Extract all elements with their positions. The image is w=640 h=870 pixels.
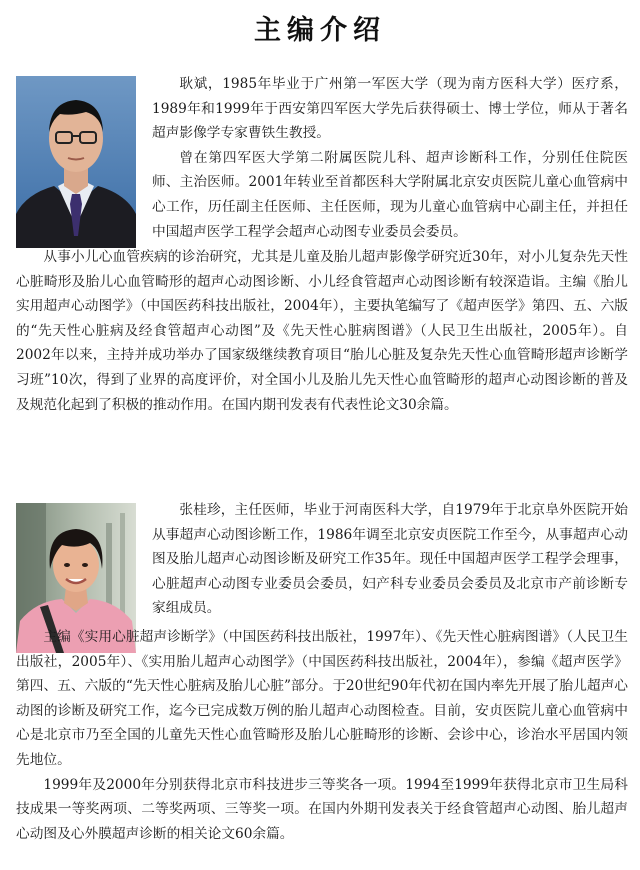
editor-2-bio-side bbox=[152, 498, 628, 621]
editor-1-bio-full bbox=[16, 245, 628, 417]
editor-2-bio-full bbox=[16, 625, 628, 846]
editor-2-paragraph-2: 主编《实用心脏超声诊断学》（中国医药科技出版社，1997年）、《先天性心脏病图谱》（人民卫生出版社，2005年）、《实用胎儿超声心动图学》（中国医药科技出版社，2004年），参编《超声医学》第四、五、六版的“先天性心脏病及胎儿心脏”部分。于20世纪90年代初在国内率先开展了胎儿超声心动图的诊断及研究工作，迄今已完成数万例的胎儿超声心动图检查。目前，安贞医院儿童心血管病中心是北京市乃至全国的儿童先天性心血管畸形及胎儿心脏畸形的诊断、会诊中心，诊治水平居国内领先地位。 bbox=[16, 629, 628, 768]
editor-1-bio-side bbox=[152, 72, 628, 244]
page-title: 主编介绍 bbox=[254, 15, 386, 46]
editor-1-paragraph-3: 从事小儿心血管疾病的诊治研究，尤其是儿童及胎儿超声影像学研究近30年，对小儿复杂先天性心脏畸形及胎儿心血管畸形的超声心动图诊断、小儿经食管超声心动图诊断有较深造诣。主编《胎儿实用超声心动图学》（中国医药科技出版社，2004年），主要执笔编写了《超声医学》第四、五、六版的“先天性心脏病及经食管超声心动图”及《先天性心脏病图谱》（人民卫生出版社，2005年）。自2002年以来，主持并成功举办了国家级继续教育项目“胎儿心脏及复杂先天性心血管畸形超声诊断学习班”10次，得到了业界的高度评价，对全国小儿及胎儿先天性心血管畸形的超声心动图诊断的普及及规范化起到了积极的推动作用。在国内期刊发表有代表性论文30余篇。 bbox=[16, 249, 628, 413]
editor-1-photo bbox=[16, 76, 136, 248]
portrait-man-suit-icon bbox=[16, 76, 136, 248]
editor-1-paragraph-2: 曾在第四军医大学第二附属医院儿科、超声诊断科工作，分别任住院医师、主治医师。2001年转业至首都医科大学附属北京安贞医院儿童心血管病中心工作，历任副主任医师、主任医师，现为儿童心血管病中心副主任，并担任中国超声医学工程学会超声心动图专业委员会委员。 bbox=[152, 149, 628, 240]
editor-2-paragraph-1: 张桂珍，主任医师，毕业于河南医科大学，自1979年于北京阜外医院开始从事超声心动图诊断工作，1986年调至北京安贞医院工作至今，从事超声心动图及胎儿超声心动图诊断及研究工作35年。现任中国超声医学工程学会理事，心脏超声心动图专业委员会委员，妇产科专业委员会委员及北京市产前诊断专家组成员。 bbox=[152, 502, 628, 617]
editor-2-paragraph-3: 1999年及2000年分别获得北京市科技进步三等奖各一项。1994至1999年获得北京市卫生局科技成果一等奖两项、二等奖两项、三等奖一项。在国内外期刊发表关于经食管超声心动图、胎儿超声心动图及心外膜超声诊断的相关论文60余篇。 bbox=[16, 776, 628, 842]
editor-1-paragraph-1: 耿斌，1985年毕业于广州第一军医大学（现为南方医科大学）医疗系，1989年和1999年于西安第四军医大学先后获得硕士、博士学位，师从于著名超声影像学专家曹铁生教授。 bbox=[152, 76, 628, 142]
